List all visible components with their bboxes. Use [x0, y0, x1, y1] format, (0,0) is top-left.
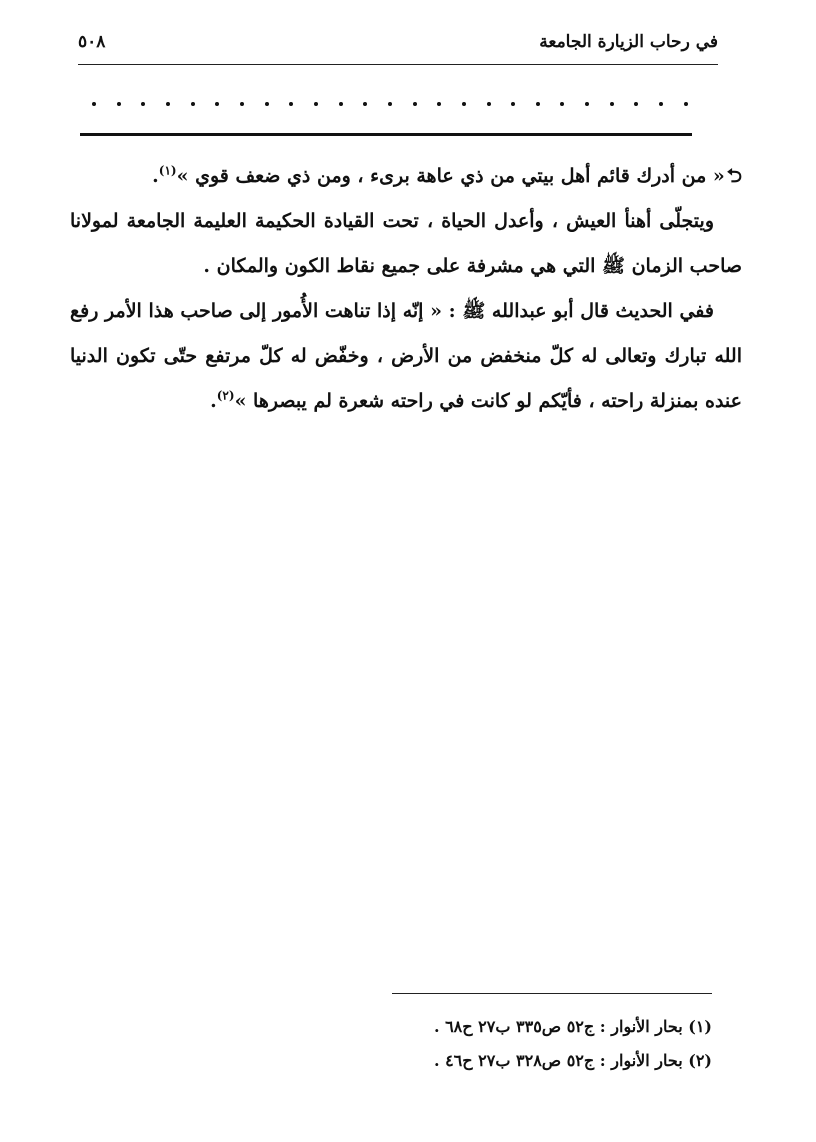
footnotes [360, 1010, 712, 1078]
separator-dot [511, 102, 515, 106]
footnote-1: (١) بحار الأنوار : ج٥٢ ص٣٣٥ ب٢٧ ح٦٨ . [433, 1017, 712, 1036]
separator-dot [339, 102, 343, 106]
separator-dot [634, 102, 638, 106]
separator-dot [388, 102, 392, 106]
footnote-divider [392, 993, 712, 994]
separator-dot [585, 102, 589, 106]
separator-dot [141, 102, 145, 106]
page-number: ٥٠٨ [78, 32, 106, 52]
running-header [78, 30, 718, 64]
header-divider [78, 64, 718, 65]
separator-dot [437, 102, 441, 106]
book-title: في رحاب الزيارة الجامعة [539, 32, 718, 52]
separator-dot [117, 102, 121, 106]
separator-dot [240, 102, 244, 106]
separator-dot [462, 102, 466, 106]
section-divider [80, 133, 692, 136]
separator-dot [166, 102, 170, 106]
separator-dot [659, 102, 663, 106]
separator-dot [413, 102, 417, 106]
separator-dot [487, 102, 491, 106]
separator-dot [314, 102, 318, 106]
separator-dot [289, 102, 293, 106]
footnote-ref-2[interactable]: (٢) [216, 388, 235, 403]
separator-dot [610, 102, 614, 106]
separator-dot [363, 102, 367, 106]
dotted-separator [92, 92, 688, 116]
paragraph-3: ففي الحديث قال أبو عبدالله ﷺ : « إنّه إذا تناهت الأُمور إلى صاحب هذا الأمر رفع الله تبارك وتعالى له كلّ منخفض من الأرض ، وخفّض له كلّ مرتفع حتّى تكون الدنيا عنده بمنزلة راحته ، فأيّكم لو كانت في راحته شعرة لم يبصرها »$^{(٢)}$. [70, 300, 742, 412]
separator-dot [215, 102, 219, 106]
continuation-arrow-icon: ⮌ [726, 165, 742, 187]
separator-dot [560, 102, 564, 106]
separator-dot [536, 102, 540, 106]
footnote-2: (٢) بحار الأنوار : ج٥٢ ص٣٢٨ ب٢٧ ح٤٦ . [433, 1051, 712, 1070]
body-text [70, 154, 742, 424]
separator-dot [92, 102, 96, 106]
separator-dot [684, 102, 688, 106]
separator-dot [265, 102, 269, 106]
separator-dot [191, 102, 195, 106]
paragraph-2: ويتجلّى أهنأ العيش ، وأعدل الحياة ، تحت القيادة الحكيمة العليمة الجامعة لمولانا صاحب الزمان ﷺ التي هي مشرفة على جميع نقاط الكون والمكان . [70, 210, 742, 277]
footnote-ref-1[interactable]: (١) [158, 163, 177, 178]
quote-line: ⮌« من أدرك قائم أهل بيتي من ذي عاهة برىء ، ومن ذي ضعف قوي »$^{(١)}$. [70, 154, 742, 199]
